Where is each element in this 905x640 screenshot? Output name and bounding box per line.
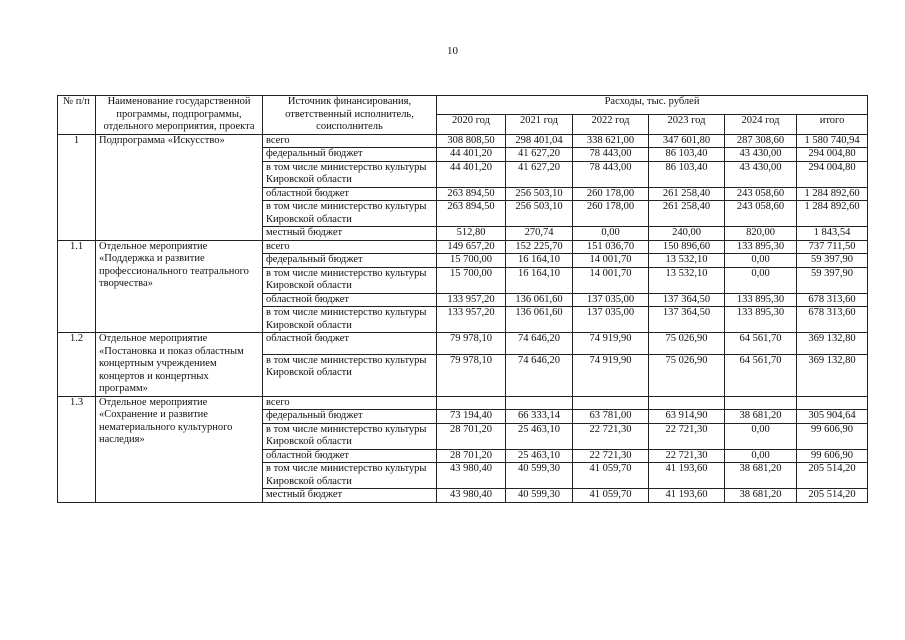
year-value: 64 561,70 [725,333,797,355]
funding-source: федеральный бюджет [263,410,437,424]
year-value: 261 258,40 [649,201,725,227]
funding-source: федеральный бюджет [263,254,437,268]
funding-source: местный бюджет [263,227,437,241]
year-value: 38 681,20 [725,489,797,503]
year-value: 78 443,00 [573,161,649,187]
year-value: 0,00 [725,267,797,293]
year-value: 136 061,60 [506,293,573,307]
total-value: 99 606,90 [797,449,868,463]
year-value: 74 646,20 [506,333,573,355]
total-value: 1 284 892,60 [797,201,868,227]
year-value: 22 721,30 [573,423,649,449]
year-value: 28 701,20 [437,423,506,449]
header-expenses: Расходы, тыс. рублей [437,96,868,115]
year-value: 133 957,20 [437,293,506,307]
total-value: 205 514,20 [797,489,868,503]
year-value: 133 957,20 [437,307,506,333]
year-value: 133 895,30 [725,307,797,333]
year-value: 16 164,10 [506,267,573,293]
header-no: № п/п [58,96,96,135]
year-value: 152 225,70 [506,240,573,254]
year-value: 137 035,00 [573,307,649,333]
year-value: 149 657,20 [437,240,506,254]
total-value: 99 606,90 [797,423,868,449]
year-value: 260 178,00 [573,187,649,201]
total-value: 305 904,64 [797,410,868,424]
program-name: Подпрограмма «Искусство» [96,134,263,240]
year-value: 41 193,60 [649,489,725,503]
year-value: 44 401,20 [437,161,506,187]
year-value: 136 061,60 [506,307,573,333]
year-value: 22 721,30 [649,423,725,449]
total-value: 294 004,80 [797,161,868,187]
year-value: 243 058,60 [725,187,797,201]
header-year: 2021 год [506,115,573,134]
year-value: 86 103,40 [649,161,725,187]
year-value: 133 895,30 [725,240,797,254]
year-value: 41 059,70 [573,489,649,503]
year-value: 137 364,50 [649,307,725,333]
total-value: 1 580 740,94 [797,134,868,148]
year-value: 260 178,00 [573,201,649,227]
budget-table [57,95,868,503]
funding-source: в том числе министерство культуры Кировской области [263,161,437,187]
year-value: 13 532,10 [649,254,725,268]
funding-source: областной бюджет [263,333,437,355]
year-value: 78 443,00 [573,148,649,162]
funding-source: в том числе министерство культуры Кировской области [263,267,437,293]
total-value: 369 132,80 [797,354,868,396]
year-value: 347 601,80 [649,134,725,148]
year-value: 512,80 [437,227,506,241]
year-value: 820,00 [725,227,797,241]
year-value: 338 621,00 [573,134,649,148]
year-value: 22 721,30 [573,449,649,463]
year-value: 38 681,20 [725,410,797,424]
year-value: 15 700,00 [437,267,506,293]
year-value: 75 026,90 [649,354,725,396]
year-value: 66 333,14 [506,410,573,424]
table-row [58,134,868,148]
year-value: 38 681,20 [725,463,797,489]
year-value: 0,00 [573,227,649,241]
year-value: 14 001,70 [573,254,649,268]
row-number: 1.1 [58,240,96,333]
total-value [797,396,868,410]
year-value [437,396,506,410]
funding-source: федеральный бюджет [263,148,437,162]
year-value: 150 896,60 [649,240,725,254]
year-value: 256 503,10 [506,187,573,201]
year-value: 86 103,40 [649,148,725,162]
year-value: 151 036,70 [573,240,649,254]
year-value: 43 980,40 [437,463,506,489]
total-value: 678 313,60 [797,293,868,307]
row-number: 1.2 [58,333,96,397]
total-value: 1 284 892,60 [797,187,868,201]
funding-source: областной бюджет [263,187,437,201]
year-value: 133 895,30 [725,293,797,307]
year-value: 63 914,90 [649,410,725,424]
total-value: 737 711,50 [797,240,868,254]
funding-source: в том числе министерство культуры Кировской области [263,354,437,396]
year-value: 74 919,90 [573,333,649,355]
header-name: Наименование государственной программы, подпрограммы, отдельного мероприятия, проекта [96,96,263,135]
year-value: 40 599,30 [506,463,573,489]
header-year: 2024 год [725,115,797,134]
year-value: 63 781,00 [573,410,649,424]
year-value: 79 978,10 [437,354,506,396]
year-value: 0,00 [725,254,797,268]
year-value: 261 258,40 [649,187,725,201]
year-value: 308 808,50 [437,134,506,148]
total-value: 678 313,60 [797,307,868,333]
year-value: 0,00 [725,423,797,449]
table-row [58,396,868,410]
row-number: 1 [58,134,96,240]
funding-source: областной бюджет [263,293,437,307]
total-value: 369 132,80 [797,333,868,355]
table-row [58,240,868,254]
table-body [58,134,868,502]
year-value: 270,74 [506,227,573,241]
page-number: 10 [447,45,458,57]
year-value: 28 701,20 [437,449,506,463]
year-value: 79 978,10 [437,333,506,355]
funding-source: всего [263,240,437,254]
row-number: 1.3 [58,396,96,502]
program-name: Отдельное мероприятие «Постановка и показ областным концертным учреждением концертов и концертных программ» [96,333,263,397]
year-value [649,396,725,410]
funding-source: в том числе министерство культуры Кировской области [263,201,437,227]
program-name: Отдельное мероприятие «Поддержка и развитие профессионального театрального творчества» [96,240,263,333]
header-year: 2020 год [437,115,506,134]
year-value: 22 721,30 [649,449,725,463]
year-value: 43 980,40 [437,489,506,503]
year-value: 14 001,70 [573,267,649,293]
year-value [725,396,797,410]
year-value: 298 401,04 [506,134,573,148]
year-value: 73 194,40 [437,410,506,424]
funding-source: в том числе министерство культуры Кировской области [263,307,437,333]
header-total: итого [797,115,868,134]
year-value: 263 894,50 [437,201,506,227]
year-value: 40 599,30 [506,489,573,503]
year-value: 240,00 [649,227,725,241]
year-value: 13 532,10 [649,267,725,293]
year-value: 44 401,20 [437,148,506,162]
year-value: 25 463,10 [506,449,573,463]
funding-source: в том числе министерство культуры Кировской области [263,423,437,449]
year-value: 0,00 [725,449,797,463]
year-value: 243 058,60 [725,201,797,227]
year-value: 287 308,60 [725,134,797,148]
funding-source: областной бюджет [263,449,437,463]
total-value: 205 514,20 [797,463,868,489]
year-value: 15 700,00 [437,254,506,268]
year-value: 16 164,10 [506,254,573,268]
year-value: 64 561,70 [725,354,797,396]
header-year: 2022 год [573,115,649,134]
year-value: 137 035,00 [573,293,649,307]
funding-source: всего [263,134,437,148]
year-value: 25 463,10 [506,423,573,449]
funding-source: в том числе министерство культуры Кировской области [263,463,437,489]
year-value: 74 646,20 [506,354,573,396]
total-value: 59 397,90 [797,267,868,293]
year-value: 263 894,50 [437,187,506,201]
year-value: 41 193,60 [649,463,725,489]
year-value: 75 026,90 [649,333,725,355]
total-value: 59 397,90 [797,254,868,268]
year-value: 43 430,00 [725,161,797,187]
year-value: 74 919,90 [573,354,649,396]
year-value: 43 430,00 [725,148,797,162]
year-value: 41 627,20 [506,161,573,187]
table-header [58,96,868,135]
year-value [573,396,649,410]
total-value: 294 004,80 [797,148,868,162]
year-value: 137 364,50 [649,293,725,307]
total-value: 1 843,54 [797,227,868,241]
program-name: Отдельное мероприятие «Сохранение и развитие нематериального культурного наследия» [96,396,263,502]
year-value: 41 627,20 [506,148,573,162]
year-value [506,396,573,410]
year-value: 256 503,10 [506,201,573,227]
header-source: Источник финансирования, ответственный исполнитель, соисполнитель [263,96,437,135]
header-year: 2023 год [649,115,725,134]
funding-source: местный бюджет [263,489,437,503]
table-row [58,333,868,355]
year-value: 41 059,70 [573,463,649,489]
funding-source: всего [263,396,437,410]
